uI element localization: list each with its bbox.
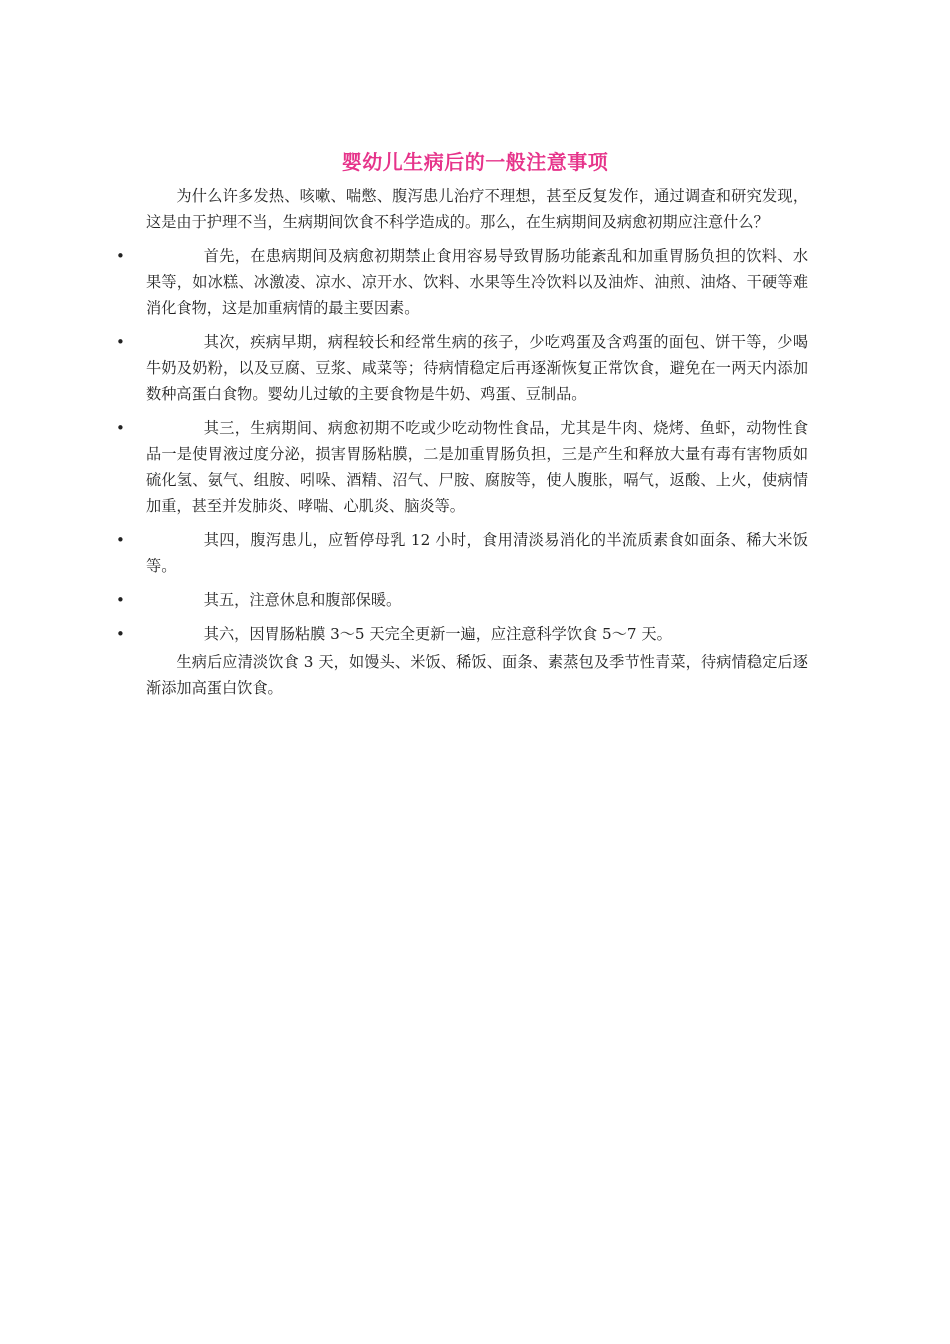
list-item-text: 其四，腹泻患儿，应暂停母乳 12 小时，食用清淡易消化的半流质素食如面条、稀大米饭等。 — [146, 531, 808, 575]
list-item-text: 其五，注意休息和腹部保暖。 — [203, 591, 402, 609]
bullet-icon: • — [116, 531, 125, 549]
intro-paragraph: 为什么许多发热、咳嗽、喘憋、腹泻患儿治疗不理想，甚至反复发作，通过调查和研究发现，这是由于护理不当，生病期间饮食不科学造成的。那么，在生病期间及病愈初期应注意什么？ — [146, 187, 808, 231]
document-body — [116, 183, 808, 701]
list-item-text: 其三，生病期间、病愈初期不吃或少吃动物性食品，尤其是牛肉、烧烤、鱼虾，动物性食品一是使胃液过度分泌，损害胃肠粘膜，二是加重胃肠负担，三是产生和释放大量有毒有害物质如硫化氢、氨气、组胺、吲哚、酒精、沼气、尸胺、腐胺等，使人腹胀，嗝气，返酸、上火，使病情加重，甚至并发肺炎、哮喘、心肌炎、脑炎等。 — [146, 419, 808, 515]
bullet-icon: • — [116, 419, 125, 437]
list-item — [116, 415, 808, 519]
list-item — [116, 329, 808, 407]
bullet-icon: • — [116, 333, 125, 351]
document-title: 婴幼儿生病后的一般注意事项 — [341, 150, 609, 174]
advice-list — [116, 243, 808, 647]
bullet-icon: • — [116, 591, 125, 609]
list-item-text: 首先，在患病期间及病愈初期禁止食用容易导致胃肠功能紊乱和加重胃肠负担的饮料、水果等，如冰糕、冰激凌、凉水、凉开水、饮料、水果等生冷饮料以及油炸、油煎、油烙、干硬等难消化食物，这是加重病情的最主要因素。 — [146, 247, 808, 317]
list-item — [116, 587, 808, 613]
bullet-icon: • — [116, 625, 125, 643]
list-item — [116, 527, 808, 579]
bullet-icon: • — [116, 247, 125, 265]
list-item-text: 其六，因胃肠粘膜 3～5 天完全更新一遍，应注意科学饮食 5～7 天。 — [203, 625, 672, 643]
list-item — [116, 621, 808, 647]
list-item — [116, 243, 808, 321]
list-item-text: 其次，疾病早期，病程较长和经常生病的孩子，少吃鸡蛋及含鸡蛋的面包、饼干等，少喝牛奶及奶粉，以及豆腐、豆浆、咸菜等；待病情稳定后再逐渐恢复正常饮食，避免在一两天内添加数种高蛋白食物。婴幼儿过敏的主要食物是牛奶、鸡蛋、豆制品。 — [146, 333, 808, 403]
closing-paragraph: 生病后应清淡饮食 3 天，如馒头、米饭、稀饭、面条、素蒸包及季节性青菜，待病情稳定后逐渐添加高蛋白饮食。 — [146, 653, 808, 697]
